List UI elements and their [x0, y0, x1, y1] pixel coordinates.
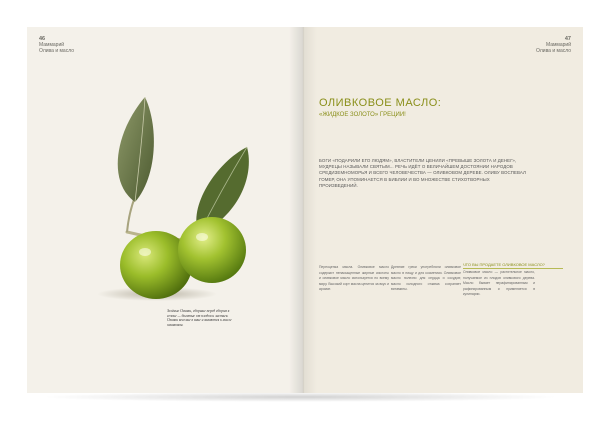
body-column-2: Древние греки употребляли оливковое масло в пищу и для косметики. Оливковое масло полезно для сердца и сосудов; масло холодного отжима сохраняет витамины.	[391, 265, 461, 292]
right-header-line1: Маммарий	[545, 42, 571, 48]
right-page-number	[536, 36, 571, 54]
left-header-line2: Олива и масло	[39, 48, 74, 54]
right-page	[303, 27, 583, 393]
photo-caption: Зелёные Оливки, сборные перед сбором в сезоне — богатые от плодов и листьев. Оливки веселые в вине и являются к масле оливковом.	[167, 309, 232, 327]
magazine-spread	[27, 27, 583, 393]
left-page	[27, 27, 303, 393]
right-page-number-value: 47	[564, 36, 571, 42]
spread-shadow	[40, 392, 560, 402]
left-page-number-value: 46	[39, 36, 46, 42]
body-column-3: Оливковое масло — растительное масло, получаемое из плодов оливкового дерева. Масло бывает нерафинированным и рафинированным и применяется в кулинарии.	[463, 270, 535, 297]
olive-branch-illustration	[87, 62, 267, 302]
body-column-1: Переоценка масла. Оливковое масло содержит ненасыщенные жирные кислоты и оливковое масло используется по всему миру. Высокий сорт масла ценится за вкус и аромат.	[319, 265, 389, 292]
left-header-line1: Маммарий	[39, 42, 65, 48]
left-page-number	[39, 36, 74, 54]
article-intro: БОГИ «ПОДАРИЛИ ЕГО ЛЮДЯМ», ВЛАСТИТЕЛИ ЦЕНИЛИ «ПРЕВЫШЕ ЗОЛОТА И ДЕНЕГ», МУДРЕЦЫ НАЗЫВАЛИ СВЯТЫМ... РЕЧЬ ИДЁТ О ВЕЛИЧАЙШЕМ ДОСТОЯНИИ НАРОДОВ СРЕДИЗЕМНОМОРЬЯ И ВСЕГО ЧЕЛОВЕЧЕСТВА — ОЛИВКОВОМ ДЕРЕВЕ. ОЛИВУ ВОСПЕВАЛ ГОМЕР, ОНА УПОМИНАЕТСЯ В БИБЛИИ И ВО МНОЖЕСТВЕ СТИХОТВОРНЫХ ПРОИЗВЕДЕНИЙ.	[319, 158, 527, 188]
article-subtitle: «ЖИДКОЕ ЗОЛОТО» ГРЕЦИИ!	[319, 112, 406, 118]
right-header-line2: Олива и масло	[536, 48, 571, 54]
section-heading: ЧТО ВЫ ПРОДАЕТЕ ОЛИВКОВОЕ МАСЛО?	[463, 262, 563, 269]
article-title: ОЛИВКОВОЕ МАСЛО:	[319, 97, 442, 109]
